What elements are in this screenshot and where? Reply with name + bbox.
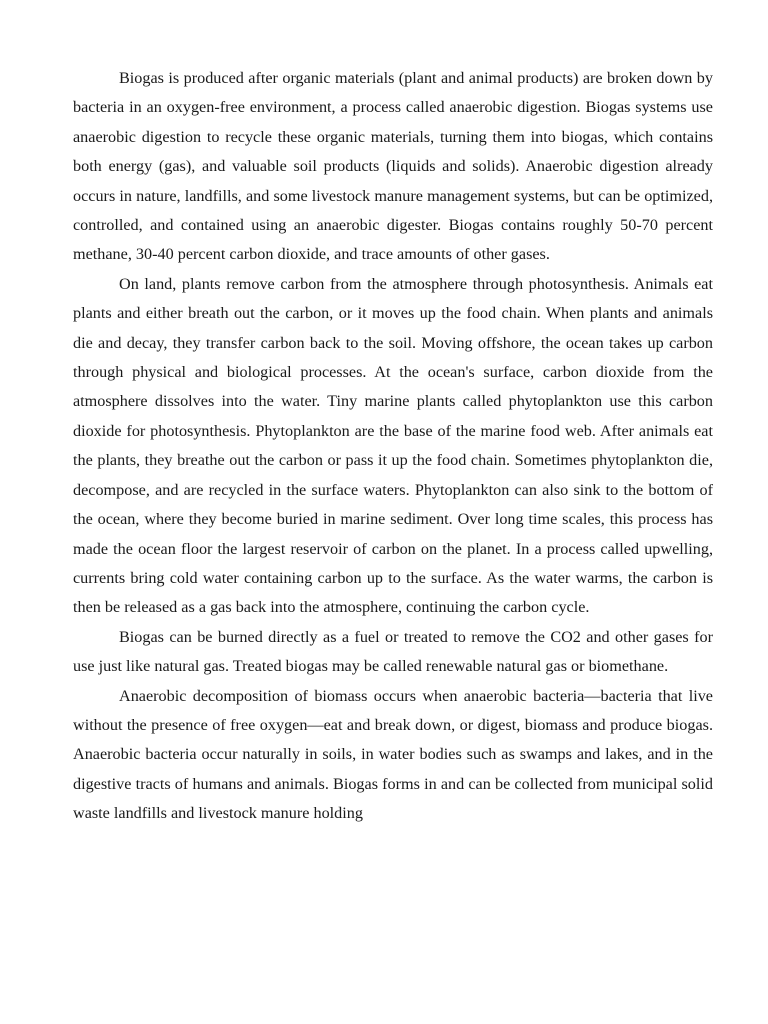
paragraph-carbon-cycle: On land, plants remove carbon from the atmosphere through photosynthesis. Animals eat plants and either breath out the carbon, or it moves up the food chain. When plants and animals die and decay, they transfer carbon back to the soil. Moving offshore, the ocean takes up carbon through physical and biological processes. At the ocean's surface, carbon dioxide from the atmosphere dissolves into the water. Tiny marine plants called phytoplankton use this carbon dioxide for photosynthesis. Phytoplankton are the base of the marine food web. After animals eat the plants, they breathe out the carbon or pass it up the food chain. Sometimes phytoplankton die, decompose, and are recycled in the surface waters. Phytoplankton can also sink to the bottom of the ocean, where they become buried in marine sediment. Over long time scales, this process has made the ocean floor the largest reservoir of carbon on the planet. In a process called upwelling, currents bring cold water containing carbon up to the surface. As the water warms, the carbon is then be released as a gas back into the atmosphere, continuing the carbon cycle. (73, 274, 713, 617)
paragraph-biogas-uses: Biogas can be burned directly as a fuel or treated to remove the CO2 and other gases for use just like natural gas. Treated biogas may be called renewable natural gas or biomethane. (73, 627, 713, 676)
paragraph-anaerobic-decomposition: Anaerobic decomposition of biomass occurs when anaerobic bacteria—bacteria that live without the presence of free oxygen—eat and break down, or digest, biomass and produce biogas. Anaerobic bacteria occur naturally in soils, in water bodies such as swamps and lakes, and in the digestive tracts of humans and animals. Biogas forms in and can be collected from municipal solid waste landfills and livestock manure holding (73, 686, 713, 823)
document-page (73, 64, 713, 829)
paragraph-biogas-production: Biogas is produced after organic materials (plant and animal products) are broken down by bacteria in an oxygen-free environment, a process called anaerobic digestion. Biogas systems use anaerobic digestion to recycle these organic materials, turning them into biogas, which contains both energy (gas), and valuable soil products (liquids and solids). Anaerobic digestion already occurs in nature, landfills, and some livestock manure management systems, but can be optimized, controlled, and contained using an anaerobic digester. Biogas contains roughly 50-70 percent methane, 30-40 percent carbon dioxide, and trace amounts of other gases. (73, 69, 713, 264)
